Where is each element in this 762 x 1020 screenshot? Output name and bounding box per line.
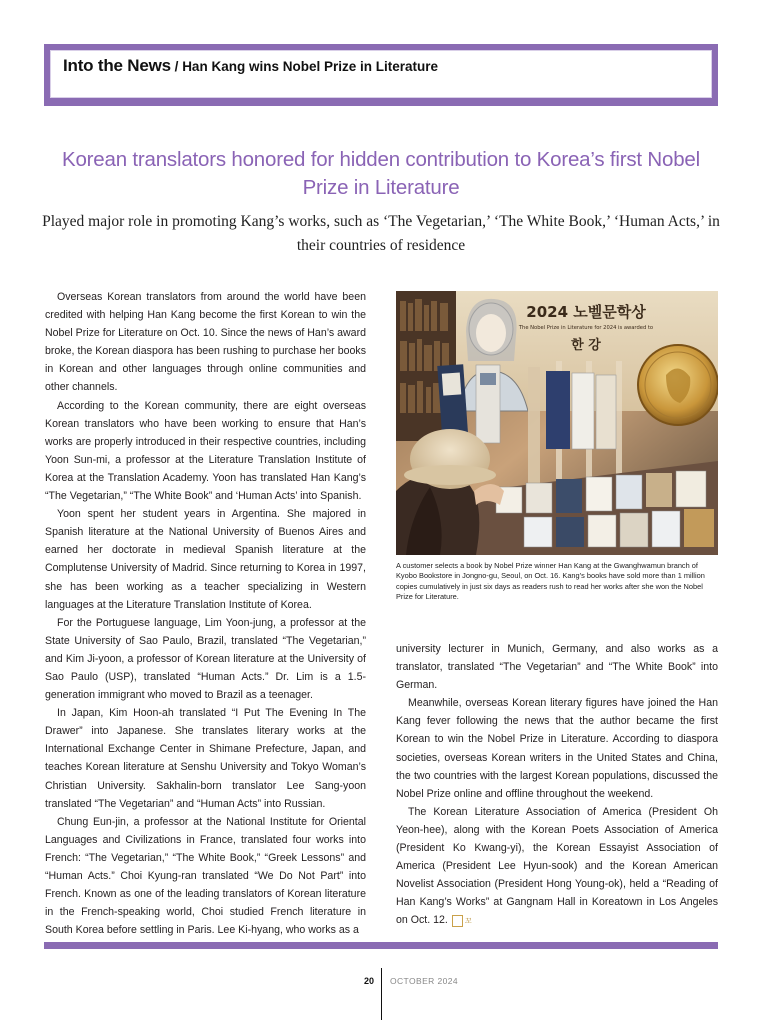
article-headline: Korean translators honored for hidden contribution to Korea’s first Nobel Prize in Literature	[62, 148, 700, 199]
end-of-article-icon: 꼬	[452, 915, 463, 927]
article-right-column	[396, 640, 718, 930]
article-left-column	[45, 288, 366, 939]
section-separator: /	[170, 59, 183, 74]
paragraph: For the Portuguese language, Lim Yoon-jung, a professor at the State University of Sao Paulo, Brazil, translated “The Vegetarian,” and Kim Ji-yoon, a professor of Korean literature at the University of Sao Paulo (USP), translated “Human Acts.” Dr. Lim is a 1.5-generation immigrant who moved to Brazil as a teenager.	[45, 616, 366, 702]
paragraph: Overseas Korean translators from around the world have been credited with helping Han Kang become the first Korean to win the Nobel Prize for Literature on Oct. 10. Since the news of Han’s award broke, the Korean diaspora has been rushing to purchase her books in Korean and other languages through online communities and other channels.	[45, 291, 366, 394]
section-name: Into the News	[63, 56, 171, 75]
section-header	[44, 44, 718, 106]
article-subhead: Played major role in promoting Kang’s works, such as ‘The Vegetarian,’ ‘The White Book,’ ‘Human Acts,’ in their countries of residence	[42, 213, 720, 254]
bookstore-photo	[396, 291, 718, 555]
paragraph: In Japan, Kim Hoon-ah translated “I Put The Evening In The Drawer” into Japanese. She translates literary works at the International Exchange Center in Shimane Prefecture, Japan, and teaches Korean literature at Senshu University and Tokyo Woman’s Christian University. Sakhalin-born translator Lee Sang-yoon translated “The Vegetarian” and “Human Acts” into Russian.	[45, 707, 366, 810]
banner-name: 한 강	[571, 338, 601, 353]
paragraph	[396, 803, 718, 930]
paragraph: Yoon spent her student years in Argentina. She majored in Spanish literature at the National University of Buenos Aires and earned her doctorate in medieval Spanish literature at the Complutense University of Madrid. Since returning to Korea in 1997, she has been working as a teacher specializing in Western languages at the Literature Translation Institute of Korea.	[45, 508, 366, 611]
paragraph-text: The Korean Literature Association of America (President Oh Yeon-hee), along with the Korean Poets Association of America (President Ko Kwang-yi), the Korean Essayist Association of America (President Lee Hyun-sook) and the Korean American Novelist Association (President Hong Young-ok), held a “Reading of Han Kang’s Works” at Gangnam Hall in Koreatown in Los Angeles on Oct. 12.	[396, 805, 718, 927]
paragraph: university lecturer in Munich, Germany, and also works as a translator, translated “The Vegetarian” and “The White Book” into German.	[396, 643, 718, 692]
section-topic: Han Kang wins Nobel Prize in Literature	[182, 59, 438, 74]
footer-vertical-rule	[381, 968, 382, 1020]
bookstore-photo-illustration	[396, 291, 718, 555]
issue-date: OCTOBER 2024	[390, 976, 458, 986]
photo-caption: A customer selects a book by Nobel Prize winner Han Kang at the Gwanghwamun branch of Kyobo Bookstore in Jongno-gu, Seoul, on Oct. 16. Kang’s books have sold more than 1 million copies cumulatively in just six days as readers rush to read her works after she won the Nobel Prize for Literature.	[396, 561, 705, 602]
section-header-inner	[50, 50, 712, 98]
paragraph: According to the Korean community, there are eight overseas Korean translators who have been working to ensure that Han’s works are properly introduced in their respective countries, including Yoon Sun-mi, a professor at the Literature Translation Institute of Korea at the Translation Academy. Yoon has translated Han Kang’s “The Vegetarian,” “The White Book” and ‘Human Acts’ into Spanish.	[45, 399, 366, 503]
banner-title: 2024 노벨문학상	[526, 303, 646, 321]
page-number: 20	[363, 976, 374, 986]
paragraph: Meanwhile, overseas Korean literary figures have joined the Han Kang fever following the news that the author became the first Korean to win the Nobel Prize in Literature. According to diaspora societies, overseas Korean writers in the United States and China, the two countries with the largest Korean populations, discussed the Nobel Prize online and offline throughout the weekend.	[396, 697, 718, 800]
banner-subtitle: The Nobel Prize in Literature for 2024 is awarded to	[518, 325, 654, 331]
paragraph: Chung Eun-jin, a professor at the National Institute for Oriental Languages and Civilizations in France, translated four works into French: “The Vegetarian,” “The White Book,” “Greek Lessons” and “Human Acts.” Choi Kyung-ran translated “We Do Not Part” into French. Known as one of the leading translators of Korean literature in the French-speaking world, Choi studied French literature in South Korea before settling in Paris. Lee Ki-hyang, who works as a	[45, 815, 366, 937]
footer-divider	[44, 942, 718, 949]
